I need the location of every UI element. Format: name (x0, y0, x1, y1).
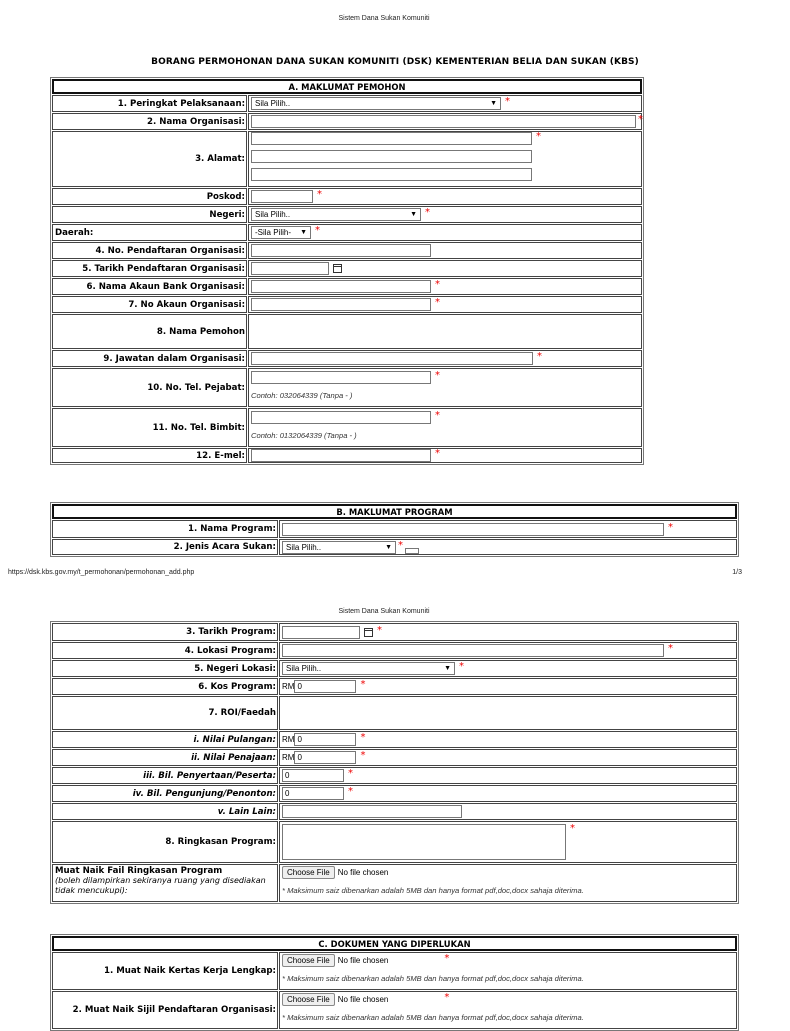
jenis-acara-select[interactable]: Sila Pilih.. ▼ (282, 541, 396, 554)
page-header: Sistem Dana Sukan Komuniti (338, 608, 430, 615)
bil-penyertaan-input[interactable]: 0 (282, 769, 344, 782)
upload-note: * Maksimum saiz dibenarkan adalah 5MB dan hanya format pdf,doc,docx sahaja diterima. (282, 886, 584, 895)
kos-input[interactable]: 0 (294, 680, 356, 693)
label-nilai-penajaan: ii. Nilai Penajaan: (52, 749, 278, 766)
section-b-table-page2 (50, 621, 739, 904)
required-marker: * (444, 953, 450, 964)
peringkat-select[interactable]: Sila Pilih.. ▼ (251, 97, 501, 110)
label-jawatan: 9. Jawatan dalam Organisasi: (52, 350, 247, 367)
label-nilai-pulangan: i. Nilai Pulangan: (52, 731, 278, 748)
add-acara-button[interactable] (405, 548, 419, 554)
chevron-down-icon: ▼ (385, 543, 392, 551)
label-bil-penyertaan: iii. Bil. Penyertaan/Peserta: (52, 767, 278, 784)
muat-naik-ringkasan-label (52, 864, 278, 902)
page-header: Sistem Dana Sukan Komuniti (338, 15, 430, 22)
emel-input[interactable] (251, 449, 431, 462)
required-marker: * (668, 643, 673, 654)
choose-file-ringkasan-button[interactable]: Choose File (282, 866, 335, 879)
nama-pemohon-value (248, 314, 642, 349)
rm-prefix: RM (282, 735, 295, 744)
required-marker: * (435, 370, 440, 381)
muat-naik-ringkasan-title: Muat Naik Fail Ringkasan Program (55, 866, 223, 876)
label-tel-bimbit: 11. No. Tel. Bimbit: (52, 408, 247, 447)
section-a-title: A. MAKLUMAT PEMOHON (52, 79, 642, 94)
label-tarikh-pendaftaran: 5. Tarikh Pendaftaran Organisasi: (52, 260, 247, 277)
required-marker: * (425, 207, 430, 218)
required-marker: * (317, 189, 322, 200)
label-no-pendaftaran: 4. No. Pendaftaran Organisasi: (52, 242, 247, 259)
tarikh-program-input[interactable] (282, 626, 360, 639)
no-pendaftaran-input[interactable] (251, 244, 431, 257)
rm-prefix: RM (282, 682, 295, 691)
required-marker: * (360, 732, 366, 743)
no-akaun-input[interactable] (251, 298, 431, 311)
negeri-lokasi-select[interactable]: Sila Pilih.. ▼ (282, 662, 455, 675)
label-alamat: 3. Alamat: (52, 131, 247, 187)
tel-bimbit-input[interactable] (251, 411, 431, 424)
page-title: BORANG PERMOHONAN DANA SUKAN KOMUNITI (DSK) KEMENTERIAN BELIA DAN SUKAN (KBS) (151, 57, 639, 67)
required-marker: * (435, 297, 440, 308)
required-marker: * (537, 351, 542, 362)
label-roi: 7. ROI/Faedah (52, 696, 278, 730)
required-marker: * (360, 750, 366, 761)
choose-file-sijil-button[interactable]: Choose File (282, 993, 335, 1006)
required-marker: * (398, 539, 403, 551)
upload-note: * Maksimum saiz dibenarkan adalah 5MB dan hanya format pdf,doc,docx sahaja diterima. (282, 974, 584, 983)
label-lokasi: 4. Lokasi Program: (52, 642, 278, 659)
required-marker: * (444, 992, 450, 1003)
alamat-line1-input[interactable] (251, 132, 532, 145)
lokasi-input[interactable] (282, 644, 664, 657)
label-kertas-kerja: 1. Muat Naik Kertas Kerja Lengkap: (52, 952, 278, 990)
lain-lain-input[interactable] (282, 805, 462, 818)
nilai-pulangan-input[interactable]: 0 (294, 733, 356, 746)
required-marker: * (348, 786, 353, 797)
section-a-table (50, 77, 644, 465)
label-ringkasan: 8. Ringkasan Program: (52, 821, 278, 863)
required-marker: * (435, 448, 440, 459)
upload-note: * Maksimum saiz dibenarkan adalah 5MB dan hanya format pdf,doc,docx sahaja diterima. (282, 1013, 584, 1022)
choose-file-kertas-kerja-button[interactable]: Choose File (282, 954, 335, 967)
label-emel: 12. E-mel: (52, 448, 247, 463)
label-lain-lain: v. Lain Lain: (52, 803, 278, 820)
nama-akaun-input[interactable] (251, 280, 431, 293)
label-nama-program: 1. Nama Program: (52, 520, 278, 538)
roi-value (279, 696, 737, 730)
label-jenis-acara: 2. Jenis Acara Sukan: (52, 539, 278, 555)
label-nama-organisasi: 2. Nama Organisasi: (52, 113, 247, 130)
tel-pejabat-input[interactable] (251, 371, 431, 384)
required-marker: * (360, 679, 366, 690)
negeri-select[interactable]: Sila Pilih.. ▼ (251, 208, 421, 221)
label-tarikh-program: 3. Tarikh Program: (52, 623, 278, 641)
section-b-title: B. MAKLUMAT PROGRAM (52, 504, 737, 519)
required-marker: * (348, 768, 353, 779)
calendar-icon[interactable] (364, 628, 373, 637)
nama-organisasi-input[interactable] (251, 115, 636, 128)
label-peringkat: 1. Peringkat Pelaksanaan: (52, 95, 247, 112)
section-c-title: C. DOKUMEN YANG DIPERLUKAN (52, 936, 737, 951)
label-bil-pengunjung: iv. Bil. Pengunjung/Penonton: (52, 785, 278, 802)
ringkasan-textarea[interactable] (282, 824, 566, 860)
calendar-icon[interactable] (333, 264, 342, 273)
rm-prefix: RM (282, 753, 295, 762)
bil-pengunjung-input[interactable]: 0 (282, 787, 344, 800)
poskod-input[interactable] (251, 190, 313, 203)
label-daerah: Daerah: (52, 224, 247, 241)
no-file-status: No file chosen (337, 994, 389, 1004)
section-b-table-page1 (50, 502, 739, 557)
label-kos: 6. Kos Program: (52, 678, 278, 695)
alamat-line3-input[interactable] (251, 168, 532, 181)
chevron-down-icon: ▼ (444, 665, 451, 672)
label-negeri-lokasi: 5. Negeri Lokasi: (52, 660, 278, 677)
label-no-akaun: 7. No Akaun Organisasi: (52, 296, 247, 313)
page-url: https://dsk.kbs.gov.my/t_permohonan/permohonan_add.php (8, 569, 195, 576)
tel-bimbit-hint: Contoh: 0132064339 (Tanpa - ) (251, 431, 357, 440)
page-number: 1/3 (732, 569, 742, 576)
daerah-select[interactable]: -Sila Pilih- ▼ (251, 226, 311, 239)
required-marker: * (536, 131, 541, 142)
tel-pejabat-hint: Contoh: 032064339 (Tanpa - ) (251, 391, 353, 400)
required-marker: * (435, 279, 440, 290)
nama-program-input[interactable] (282, 523, 664, 536)
label-negeri: Negeri: (52, 206, 247, 223)
label-nama-pemohon: 8. Nama Pemohon (52, 314, 247, 349)
required-marker: * (377, 624, 382, 636)
label-poskod: Poskod: (52, 188, 247, 205)
tarikh-pendaftaran-input[interactable] (251, 262, 329, 275)
required-marker: * (315, 225, 320, 236)
section-c-table (50, 934, 739, 1031)
required-marker: * (638, 114, 643, 125)
required-marker: * (570, 823, 575, 834)
chevron-down-icon: ▼ (410, 211, 417, 218)
muat-naik-ringkasan-sub: (boleh dilampirkan sekiranya ruang yang disediakan tidak mencukupi): (55, 876, 266, 895)
required-marker: * (505, 96, 510, 107)
chevron-down-icon: ▼ (300, 229, 307, 236)
label-sijil: 2. Muat Naik Sijil Pendaftaran Organisasi: (52, 991, 278, 1029)
required-marker: * (459, 661, 464, 672)
alamat-line2-input[interactable] (251, 150, 532, 163)
jawatan-input[interactable] (251, 352, 533, 365)
chevron-down-icon: ▼ (490, 100, 497, 107)
no-file-status: No file chosen (337, 867, 389, 877)
required-marker: * (668, 521, 673, 533)
label-tel-pejabat: 10. No. Tel. Pejabat: (52, 368, 247, 407)
label-nama-akaun: 6. Nama Akaun Bank Organisasi: (52, 278, 247, 295)
no-file-status: No file chosen (337, 955, 389, 965)
nilai-penajaan-input[interactable]: 0 (294, 751, 356, 764)
required-marker: * (435, 410, 440, 421)
